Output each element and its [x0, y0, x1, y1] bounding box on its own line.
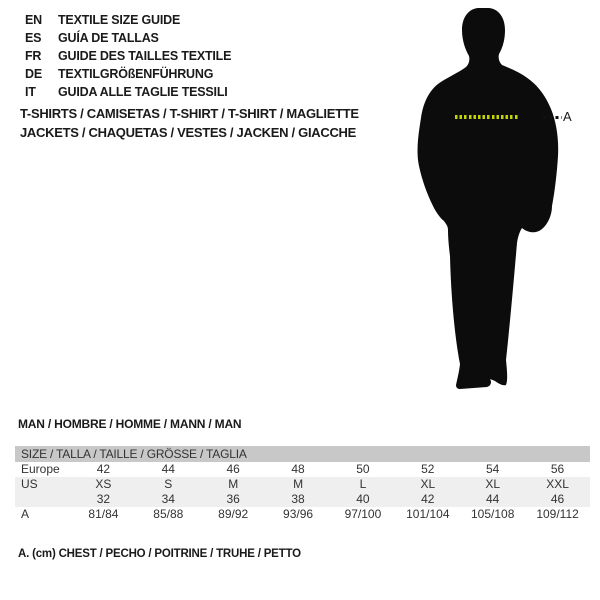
- measure-cell: 101/104: [406, 507, 450, 521]
- language-row-en: [25, 11, 231, 29]
- language-code: FR: [25, 49, 42, 63]
- language-row-de: [25, 65, 231, 83]
- size-cell: 38: [291, 492, 305, 506]
- language-code: DE: [25, 67, 42, 81]
- size-cell: XS: [95, 477, 112, 491]
- language-label: GUIDE DES TAILLES TEXTILE: [58, 49, 232, 63]
- size-cell: 32: [96, 492, 111, 506]
- language-row-fr: [25, 47, 231, 65]
- size-cell: 44: [486, 492, 500, 506]
- language-code: EN: [25, 13, 42, 27]
- size-cell: 56: [550, 462, 565, 476]
- table-row-europe: [15, 462, 590, 477]
- man-silhouette-path: [418, 8, 559, 389]
- size-cell: XL: [420, 477, 436, 491]
- row-label: A: [21, 507, 30, 521]
- size-cell: XL: [485, 477, 501, 491]
- measure-cell: 85/88: [153, 507, 184, 521]
- measure-cell: 109/112: [536, 507, 579, 521]
- language-row-es: [25, 29, 231, 47]
- measure-cell: 105/108: [470, 507, 515, 521]
- chest-measure-label: A: [563, 109, 572, 124]
- size-cell: 40: [356, 492, 370, 506]
- size-cell: 46: [226, 462, 240, 476]
- size-cell: 42: [96, 462, 111, 476]
- size-cell: 50: [356, 462, 370, 476]
- size-cell: XXL: [546, 477, 569, 491]
- product-categories: [20, 104, 359, 142]
- size-cell: L: [359, 477, 367, 491]
- size-cell: 42: [421, 492, 435, 506]
- language-code: ES: [25, 31, 42, 45]
- table-row-chest-a: [15, 507, 590, 522]
- product-line-tshirts: T-SHIRTS / CAMISETAS / T-SHIRT / T-SHIRT / MAGLIETTE: [20, 106, 359, 121]
- size-cell: 54: [486, 462, 500, 476]
- measurement-footnote: A. (cm) CHEST / PECHO / POITRINE / TRUHE / PETTO: [18, 548, 301, 560]
- size-cell: 44: [161, 462, 175, 476]
- row-label: Europe: [21, 462, 60, 476]
- size-cell: 46: [550, 492, 565, 506]
- size-cell: 48: [291, 462, 305, 476]
- row-label: [15, 492, 71, 507]
- man-silhouette-image: [415, 8, 570, 390]
- measure-cell: 81/84: [88, 507, 119, 521]
- language-label: TEXTILE SIZE GUIDE: [58, 13, 181, 27]
- language-label: TEXTILGRÖßENFÜHRUNG: [58, 67, 214, 81]
- measure-cell: 97/100: [344, 507, 382, 521]
- measure-cell: 93/96: [283, 507, 314, 521]
- chest-measure-dash-leader: [543, 116, 562, 119]
- size-cell: S: [164, 477, 173, 491]
- size-cell: 36: [226, 492, 240, 506]
- size-table-header: SIZE / TALLA / TAILLE / GRÖSSE / TAGLIA: [15, 446, 590, 462]
- language-label: GUÍA DE TALLAS: [58, 31, 159, 45]
- language-code: IT: [25, 85, 36, 99]
- size-table: [15, 446, 590, 522]
- table-row-us-numeric: [15, 492, 590, 507]
- measure-cell: 89/92: [218, 507, 249, 521]
- chest-measure-dash-on-body: [455, 115, 518, 119]
- table-row-us: [15, 477, 590, 492]
- language-label: GUIDA ALLE TAGLIE TESSILI: [58, 85, 228, 99]
- language-row-it: [25, 83, 231, 101]
- section-title-man: MAN / HOMBRE / HOMME / MANN / MAN: [18, 417, 242, 431]
- size-cell: M: [228, 477, 239, 491]
- language-list: [25, 11, 231, 101]
- size-cell: 52: [421, 462, 435, 476]
- row-label: US: [21, 477, 38, 491]
- size-cell: 34: [161, 492, 175, 506]
- size-cell: M: [293, 477, 304, 491]
- product-line-jackets: JACKETS / CHAQUETAS / VESTES / JACKEN / GIACCHE: [20, 125, 356, 140]
